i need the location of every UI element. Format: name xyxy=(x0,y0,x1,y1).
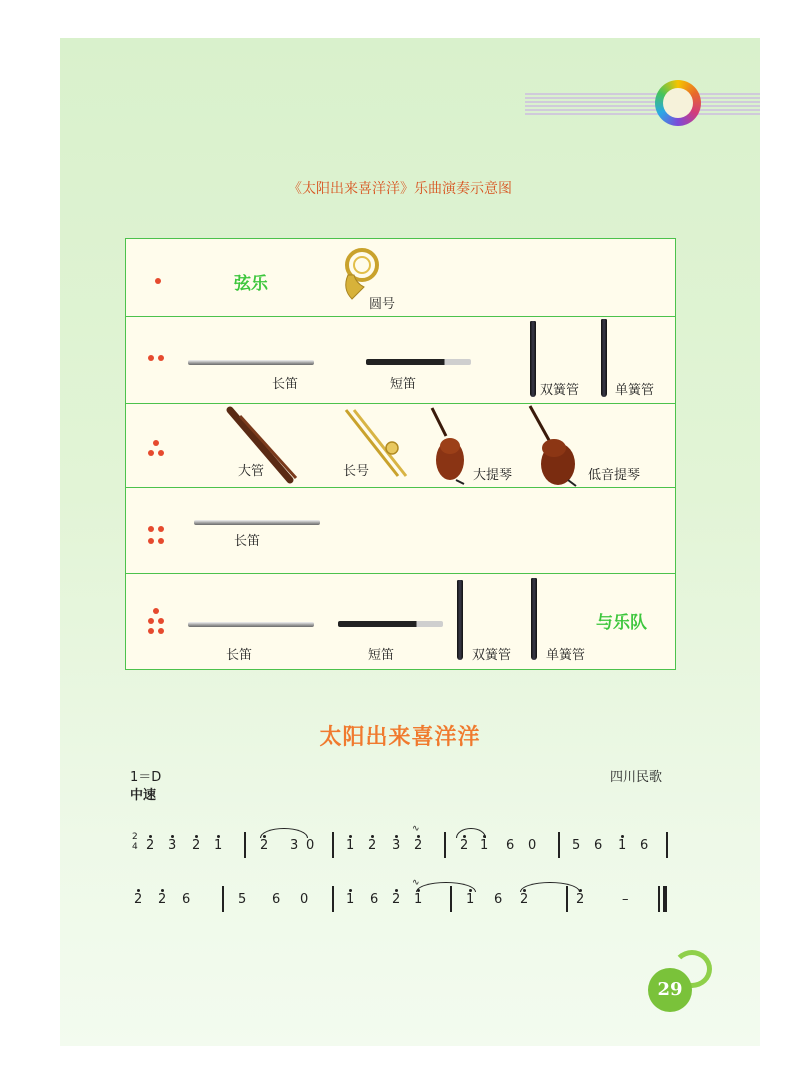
note: 2 xyxy=(392,892,400,907)
note: 2 xyxy=(134,892,142,907)
diagram-row-3 xyxy=(126,404,675,488)
barline xyxy=(244,832,246,858)
diagram-row-1 xyxy=(126,239,675,317)
slur xyxy=(260,828,308,838)
oboe-icon xyxy=(457,580,463,660)
note: 6 xyxy=(594,838,603,853)
note: 0 xyxy=(528,838,537,853)
page-number: 29 xyxy=(648,968,692,1012)
final-barline-thick xyxy=(663,886,667,912)
barline xyxy=(332,886,334,912)
flute-icon xyxy=(188,360,314,365)
instrument-label: 双簧管 xyxy=(472,648,512,663)
tempo-marking: 中速 xyxy=(130,788,157,803)
slur xyxy=(520,882,580,892)
ornament: ∿ xyxy=(412,878,420,888)
score-line-1 xyxy=(130,826,670,866)
instrument-label: 大管 xyxy=(238,464,265,479)
instrument-label: 圆号 xyxy=(369,297,396,312)
oboe-icon xyxy=(530,321,536,397)
instrument-label: 长笛 xyxy=(272,377,299,392)
flute-icon xyxy=(188,622,314,627)
note: 6 xyxy=(506,838,515,853)
note: 6 xyxy=(494,892,503,907)
note: 2 xyxy=(158,892,166,907)
note: 6 xyxy=(370,892,379,907)
note: 2 xyxy=(192,838,200,853)
note: 1 xyxy=(414,892,422,907)
note: 3 xyxy=(290,838,299,853)
barline xyxy=(666,832,668,858)
note: 6 xyxy=(182,892,191,907)
barline xyxy=(566,886,568,912)
note: 1 xyxy=(480,838,488,853)
note: 6 xyxy=(272,892,281,907)
note: 2 xyxy=(368,838,376,853)
note: 0 xyxy=(300,892,309,907)
note: 3 xyxy=(392,838,400,853)
instrument-label: 短笛 xyxy=(390,377,417,392)
diagram-row-2 xyxy=(126,317,675,404)
instrument-label: 长号 xyxy=(343,464,370,479)
cello-icon xyxy=(422,406,472,486)
note: 1 xyxy=(466,892,474,907)
barline xyxy=(222,886,224,912)
time-signature: 2 4 xyxy=(132,832,138,852)
header-decoration-stripes xyxy=(525,93,760,115)
horn-emblem-icon xyxy=(655,80,701,126)
note: – xyxy=(622,892,629,907)
note: 1 xyxy=(346,892,354,907)
instrument-diagram xyxy=(125,238,676,670)
instrument-label: 长笛 xyxy=(234,534,261,549)
flute-icon xyxy=(194,520,320,525)
figure-caption: 《太阳出来喜洋洋》乐曲演奏示意图 xyxy=(288,181,512,197)
song-title: 太阳出来喜洋洋 xyxy=(319,724,481,750)
clarinet-icon xyxy=(601,319,607,397)
barline xyxy=(450,886,452,912)
instrument-label: 双簧管 xyxy=(540,383,580,398)
final-barline-thin xyxy=(658,886,660,912)
section-label-with-orchestra: 与乐队 xyxy=(596,613,647,633)
song-origin: 四川民歌 xyxy=(610,770,663,785)
instrument-label: 大提琴 xyxy=(473,468,513,483)
instrument-label: 单簧管 xyxy=(615,383,655,398)
slur xyxy=(416,882,476,892)
piccolo-icon xyxy=(338,621,443,627)
note: 2 xyxy=(576,892,584,907)
note: 6 xyxy=(640,838,649,853)
instrument-label: 单簧管 xyxy=(546,648,586,663)
diagram-row-4 xyxy=(126,488,675,574)
ornament: ∿ xyxy=(412,824,420,834)
slur xyxy=(456,828,486,838)
section-label-strings: 弦乐 xyxy=(234,274,268,294)
instrument-label: 长笛 xyxy=(226,648,253,663)
instrument-label: 低音提琴 xyxy=(588,468,641,483)
note: 2 xyxy=(146,838,154,853)
note: 2 xyxy=(260,838,268,853)
note: 2 xyxy=(414,838,422,853)
note: 1 xyxy=(346,838,354,853)
note: 5 xyxy=(572,838,581,853)
note: 1 xyxy=(214,838,222,853)
barline xyxy=(332,832,334,858)
key-signature: 1＝D xyxy=(130,770,162,785)
note: 2 xyxy=(460,838,468,853)
note: 0 xyxy=(306,838,315,853)
barline xyxy=(444,832,446,858)
double-bass-icon xyxy=(524,404,584,488)
note: 2 xyxy=(520,892,528,907)
diagram-row-5 xyxy=(126,574,675,671)
piccolo-icon xyxy=(366,359,471,365)
barline xyxy=(558,832,560,858)
note: 3 xyxy=(168,838,176,853)
note: 1 xyxy=(618,838,626,853)
instrument-label: 短笛 xyxy=(368,648,395,663)
score-line-2 xyxy=(130,880,670,920)
note: 5 xyxy=(238,892,247,907)
clarinet-icon xyxy=(531,578,537,660)
